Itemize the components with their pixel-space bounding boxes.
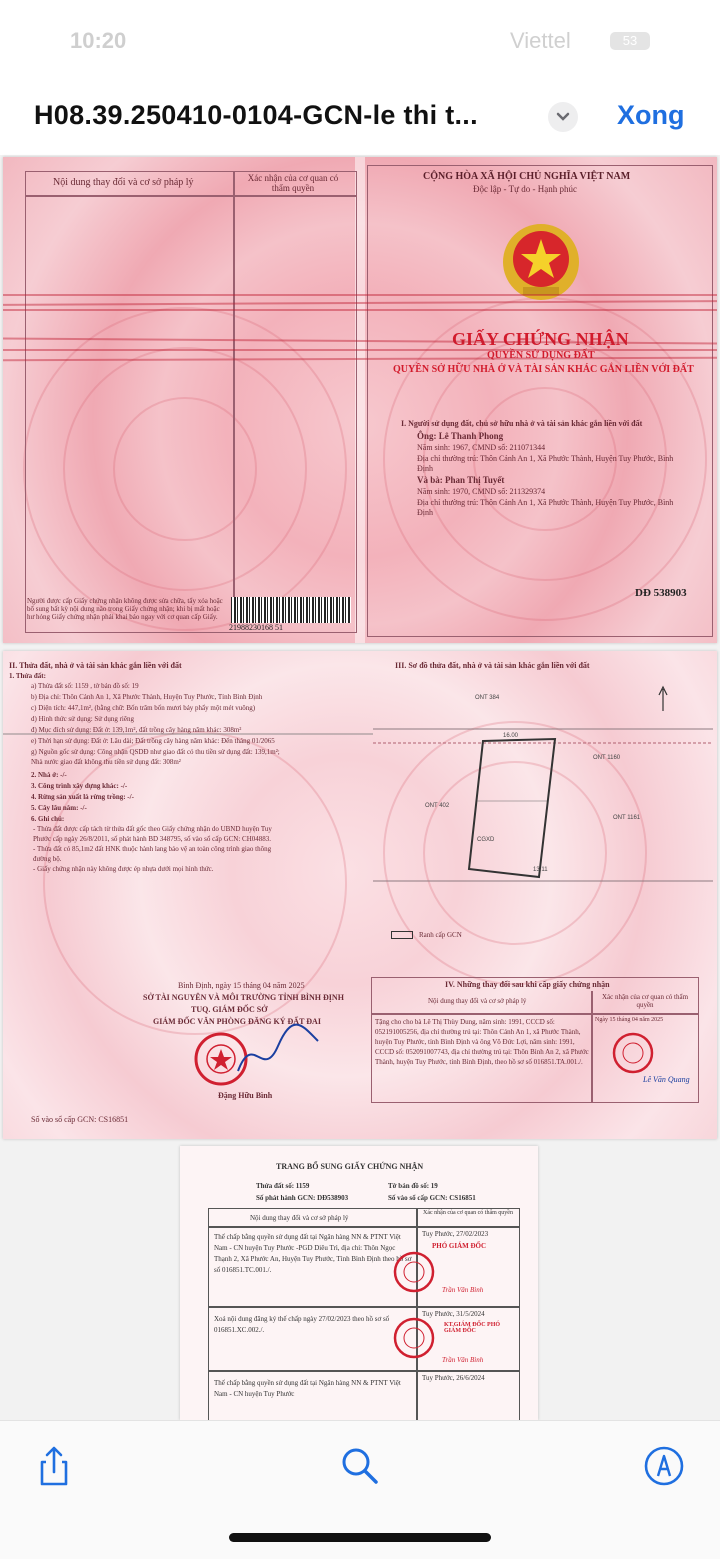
country-name: CỘNG HÒA XÃ HỘI CHỦ NGHĨA VIỆT NAM — [423, 171, 631, 182]
usage-origin-2: Nhà nước giao đất không thu tiền sử dụng đất: 308m² — [31, 758, 181, 766]
owner-1-info: Năm sinh: 1967, CMND số: 211071344 — [417, 443, 546, 452]
change-seal-icon — [611, 1031, 655, 1075]
search-icon[interactable] — [338, 1444, 382, 1488]
supplement-entry-2: Xoá nội dung đăng ký thế chấp ngày 27/02/2023 theo hồ sơ số 016851.XC.002./. — [214, 1315, 390, 1334]
owner-1-address: Địa chỉ thường trú: Thôn Cảnh An 1, Xã Phước Thành, Huyện Tuy Phước, Bình — [417, 454, 674, 463]
note-1b: Phước cấp ngày 26/8/2011, số phát hành BD 348795, số vào sổ cấp GCN: CH04883. — [33, 835, 272, 843]
battery-icon: 53 — [610, 32, 650, 50]
signer-name: Đặng Hữu Bình — [218, 1091, 273, 1100]
supplement-reg-number: Số vào sổ cấp GCN: CS16851 — [388, 1194, 476, 1202]
agency-name-2: TUQ. GIÁM ĐỐC SỞ — [191, 1005, 268, 1014]
supplement-entry-1: Thế chấp bằng quyền sử dụng đất tại Ngân hàng NN & PTNT Việt Nam - CN huyện Tuy Phước -PGD Diêu Trì, địa chỉ: Thôn Ngọc Thạnh 2, Xã Phước An, Huyện Tuy Phước, Tỉnh Bình Định theo hồ sơ số 016851.TC.001./. — [214, 1233, 412, 1274]
section-3-heading: III. Sơ đồ thửa đất, nhà ở và tài sản khác gắn liền với đất — [395, 661, 590, 670]
left-header-authority: Xác nhận của cơ quan có thẩm quyền — [247, 173, 339, 193]
supplement-title: TRANG BỔ SUNG GIẤY CHỨNG NHẬN — [276, 1162, 424, 1171]
svg-text:CGXD: CGXD — [477, 837, 495, 843]
change-signer: Lê Văn Quang — [643, 1075, 690, 1084]
certificate-title: GIẤY CHỨNG NHẬN — [452, 329, 629, 349]
svg-text:ONT 402: ONT 402 — [425, 803, 450, 809]
usage-purpose: đ) Mục đích sử dụng: Đất ở: 139,1m², đất trồng cây hàng năm khác: 308m² — [31, 726, 242, 734]
owner-1-name: Ông: Lê Thanh Phong — [417, 431, 504, 441]
section-1-heading: I. Người sử dụng đất, chủ sở hữu nhà ở và tài sản khác gắn liền với đất — [401, 419, 643, 428]
markup-pen-icon[interactable] — [642, 1444, 686, 1488]
national-emblem-icon — [498, 219, 584, 305]
parcel-number: a) Thửa đất số: 1159 , tờ bản đồ số: 19 — [31, 682, 139, 690]
supplement-sheet: Tờ bản đồ số: 19 — [388, 1182, 438, 1190]
sign-date: Bình Định, ngày 15 tháng 04 năm 2025 — [178, 981, 305, 990]
supplement-col-authority: Xác nhận của cơ quan có thẩm quyền — [423, 1210, 513, 1216]
supplement-entry-2-date: Tuy Phước, 31/5/2024 — [422, 1310, 485, 1318]
owner-1-address-2: Định — [417, 464, 433, 473]
home-indicator[interactable] — [229, 1533, 491, 1542]
supplement-entry-2-signer: Trần Văn Bình — [442, 1356, 484, 1364]
owner-2-address-2: Định — [417, 508, 433, 517]
change-entry-date: Ngày 15 tháng 04 năm 2025 — [595, 1017, 664, 1023]
certificate-detail-page — [3, 651, 717, 1139]
forest-label: 4. Rừng sản xuất là rừng trồng: -/- — [31, 793, 134, 801]
changes-column-authority: Xác nhận của cơ quan có thẩm quyền — [601, 993, 689, 1009]
trees-label: 5. Cây lâu năm: -/- — [31, 804, 87, 812]
signature-image — [233, 1021, 323, 1081]
note-3: - Giấy chứng nhận này không được ép nhựa dưới mọi hình thức. — [33, 865, 214, 873]
document-title[interactable]: H08.39.250410-0104-GCN-le thi t... — [34, 100, 478, 130]
map-legend-symbol — [391, 931, 413, 939]
barcode-number: 21988230168 51 — [229, 623, 283, 632]
note-2b: đường bộ. — [33, 855, 62, 863]
supplement-entry-2-role: KT.GIÁM ĐỐC PHÓ GIÁM ĐỐC — [444, 1322, 501, 1334]
note-2: - Thửa đất có 85,1m2 đất HNK thuộc hành lang bảo vệ an toàn công trình giao thông — [33, 845, 272, 853]
owner-2-info: Năm sinh: 1970, CMND số: 211329374 — [417, 487, 546, 496]
done-button[interactable]: Xong — [617, 100, 685, 130]
supplement-entry-1-date: Tuy Phước, 27/02/2023 — [422, 1230, 489, 1238]
usage-origin: g) Nguồn gốc sử dụng: Công nhận QSDĐ như giao đất có thu tiền sử dụng đất: 139,1m²; — [31, 748, 280, 756]
usage-term: e) Thời hạn sử dụng: Đất ở: Lâu dài; Đất trồng cây hàng năm khác: Đến tháng 01/2065 — [31, 737, 275, 745]
agency-name-1: SỞ TÀI NGUYÊN VÀ MÔI TRƯỜNG TỈNH BÌNH ĐỊNH — [143, 993, 344, 1002]
svg-text:ONT 1160: ONT 1160 — [593, 755, 621, 761]
agency-name-3: GIÁM ĐỐC VĂN PHÒNG ĐĂNG KÝ ĐẤT ĐAI — [153, 1017, 321, 1026]
left-header-content: Nội dung thay đổi và cơ sở pháp lý — [53, 177, 194, 188]
certificate-subtitle-1: QUYỀN SỬ DỤNG ĐẤT — [487, 350, 595, 361]
supplement-issue-number: Số phát hành GCN: DĐ538903 — [256, 1194, 349, 1202]
supplement-parcel: Thửa đất số: 1159 — [256, 1182, 310, 1190]
status-time: 10:20 — [70, 28, 127, 53]
bottom-note: Người được cấp Giấy chứng nhận không được sửa chữa, tẩy xóa hoặc bổ sung bất kỳ nội dung nào trong Giấy chứng nhận; khi bị mất hoặc hư hỏng Giấy chứng nhận phải khai báo ngay với cơ quan cấp Giấy. — [27, 597, 223, 621]
supplement-entry-1-role: PHÓ GIÁM ĐỐC — [432, 1242, 487, 1250]
motto: Độc lập - Tự do - Hạnh phúc — [473, 184, 577, 194]
supplement-entry-3-date: Tuy Phước, 26/6/2024 — [422, 1374, 485, 1382]
supplement-entry-1-signer: Trần Văn Bình — [442, 1286, 484, 1294]
registration-number: Số vào sổ cấp GCN: CS16851 — [31, 1115, 129, 1124]
barcode-image — [231, 597, 351, 623]
certificate-cover-page — [3, 157, 717, 643]
status-carrier: Viettel — [510, 28, 571, 53]
parcel-area: c) Diện tích: 447,1m², (bằng chữ: Bốn trăm bốn mươi bảy phẩy một mét vuông) — [31, 704, 256, 712]
owner-2-name: Và bà: Phan Thị Tuyết — [417, 475, 505, 485]
building-label: 3. Công trình xây dựng khác: -/- — [31, 782, 128, 790]
owner-2-address: Địa chỉ thường trú: Thôn Cảnh An 1, Xã Phước Thành, Huyện Tuy Phước, Bình — [417, 498, 674, 507]
land-parcel-label: 1. Thửa đất: — [9, 672, 46, 680]
change-entry-text: Tặng cho cho bà Lê Thị Thùy Dung, năm sinh: 1991, CCCD số: 052191005256, địa chỉ thường trú tại: Thôn Cảnh An 1, xã Phước Thành, huyện Tuy Phước, tỉnh Bình Định và ông Võ Đức Lợi, năm sinh: 1991, CCCD số: 052091007743, địa chỉ thường trú tại: Thôn Bình An 2, xã Phước Thành, huyện Tuy Phước, tỉnh Bình Định, theo hồ sơ số 016851.TA.001./. — [375, 1018, 589, 1066]
svg-text:ONT 1161: ONT 1161 — [613, 815, 641, 821]
note-1: - Thửa đất được cấp tách từ thửa đất gốc theo Giấy chứng nhận do UBND huyện Tuy — [33, 825, 272, 833]
supplement-seal-2-icon — [392, 1316, 436, 1360]
supplement-entry-3: Thế chấp bằng quyền sử dụng đất tại Ngân hàng NN & PTNT Việt Nam - CN huyện Tuy Phước — [214, 1379, 401, 1398]
house-label: 2. Nhà ở: -/- — [31, 771, 67, 779]
parcel-address: b) Địa chỉ: Thôn Cảnh An 1, Xã Phước Thành, Huyện Tuy Phước, Tỉnh Bình Định — [31, 693, 263, 701]
usage-form: d) Hình thức sử dụng: Sử dụng riêng — [31, 715, 134, 723]
section-4-heading: IV. Những thay đổi sau khi cấp giấy chứng nhận — [445, 980, 610, 989]
share-icon[interactable] — [32, 1444, 76, 1488]
map-legend-label: Ranh cấp GCN — [419, 931, 462, 939]
certificate-subtitle-2: QUYỀN SỞ HỮU NHÀ Ở VÀ TÀI SẢN KHÁC GẮN LIỀN VỚI ĐẤT — [393, 364, 694, 375]
chevron-down-icon[interactable] — [548, 102, 578, 132]
supplement-seal-1-icon — [392, 1250, 436, 1294]
notes-label: 6. Ghi chú: — [31, 815, 65, 823]
svg-text:ONT 384: ONT 384 — [475, 695, 500, 701]
section-2-heading: II. Thửa đất, nhà ở và tài sản khác gắn liền với đất — [9, 661, 182, 670]
svg-text:16.00: 16.00 — [503, 733, 519, 739]
svg-text:13.11: 13.11 — [533, 867, 548, 873]
supplement-col-content: Nội dung thay đổi và cơ sở pháp lý — [250, 1214, 349, 1222]
supplement-page — [180, 1146, 538, 1420]
changes-column-content: Nội dung thay đổi và cơ sở pháp lý — [428, 997, 527, 1005]
status-bar — [0, 0, 720, 70]
serial-number: DĐ 538903 — [635, 587, 687, 599]
parcel-map-diagram — [373, 681, 713, 921]
